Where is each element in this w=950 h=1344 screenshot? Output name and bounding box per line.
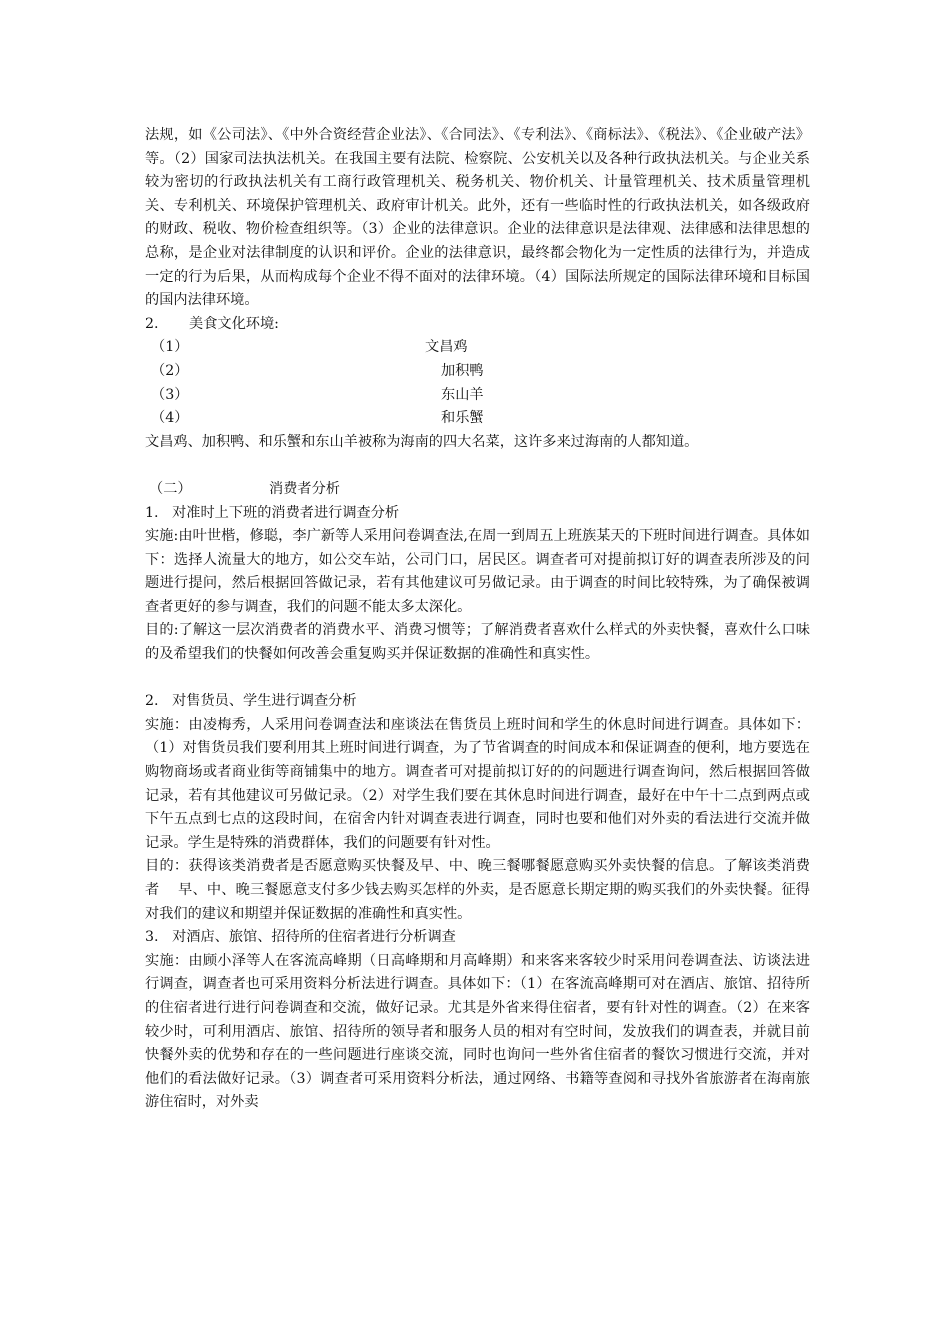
dish-index: （4） <box>151 410 189 427</box>
section-number: 2. <box>145 315 159 332</box>
blank-line <box>145 454 810 478</box>
subsection-implementation-2: 实施：由凌梅秀，人采用问卷调查法和座谈法在售货员上班时间和学生的休息时间进行调查。具体如下：（1）对售货员我们要利用其上班时间进行调查，为了节省调查的时间成本和保证调查的便利，地方要选在购物商场或者商业街等商铺集中的地方。调查者可对提前拟订好的的问题进行调查询问，然后根据回答做记录，若有其他建议可另做记录。（2）对学生我们要在其休息时间进行调查，最好在中午十二点到两点或下午五点到七点的这段时间，在宿舍内针对调查表进行调查，同时也要和他们对外卖的看法进行交流并做记录。学生是特殊的消费群体，我们的问题要有针对性。 <box>145 716 810 851</box>
dish-item <box>145 407 810 431</box>
dish-item <box>145 384 810 408</box>
blank-line <box>145 667 810 691</box>
consumer-analysis-heading <box>145 478 810 502</box>
subsection-heading-3: 3. 对酒店、旅馆、招待所的住宿者进行分析调查 <box>145 929 456 946</box>
section-heading: 美食文化环境: <box>189 315 279 332</box>
dish-item <box>145 336 810 360</box>
subsection-implementation-1: 实施:由叶世楷，修聪，李广新等人采用问卷调查法,在周一到周五上班族某天的下班时间进行调查。具体如下：选择人流量大的地方，如公交车站，公司门口，居民区。调查者可对提前拟订好的调查表所涉及的问题进行提问，然后根据回答做记录，若有其他建议可另做记录。由于调查的时间比较特殊，为了确保被调查者更好的参与调查，我们的问题不能太多太深化。 <box>145 528 810 615</box>
section-title: 消费者分析 <box>269 480 340 497</box>
document-page <box>145 124 810 1115</box>
legal-environment-paragraph: 法规，如《公司法》、《中外合资经营企业法》、《合同法》、《专利法》、《商标法》、《税法》、《企业破产法》等。（2）国家司法执法机关。在我国主要有法院、检察院、公安机关以及各种行政执法机关。与企业关系较为密切的行政执法机关有工商行政管理机关、税务机关、物价机关、计量管理机关、技术质量管理机关、专利机关、环境保护管理机关、政府审计机关。此外，还有一些临时性的行政执法机关，如各级政府的财政、税收、物价检查组织等。（3）企业的法律意识。企业的法律意识是法律观、法律感和法律思想的总称，是企业对法律制度的认识和评价。企业的法律意识，最终都会物化为一定性质的法律行为，并造成一定的行为后果，从而构成每个企业不得不面对的法律环境。（4）国际法所规定的国际法律环境和目标国的国内法律环境。 <box>145 127 810 309</box>
food-culture-heading <box>145 313 810 337</box>
dish-index: （2） <box>151 362 189 379</box>
dish-name: 加积鸭 <box>441 362 484 379</box>
dish-name: 和乐蟹 <box>441 410 484 427</box>
dish-name: 文昌鸡 <box>425 339 468 356</box>
subsection-goal-2: 目的：获得该类消费者是否愿意购买快餐及早、中、晚三餐哪餐愿意购买外卖快餐的信息。了解该类消费者 早、中、晚三餐愿意支付多少钱去购买怎样的外卖，是否愿意长期定期的购买我们的外卖快餐。征得对我们的建议和期望并保证数据的准确性和真实性。 <box>145 858 810 922</box>
dish-name: 东山羊 <box>441 386 484 403</box>
food-summary: 文昌鸡、加积鸭、和乐蟹和东山羊被称为海南的四大名菜，这许多来过海南的人都知道。 <box>145 433 699 450</box>
subsection-heading-2: 2. 对售货员、学生进行调查分析 <box>145 693 357 710</box>
subsection-heading-1: 1. 对准时上下班的消费者进行调查分析 <box>145 504 400 521</box>
dish-index: （3） <box>151 386 189 403</box>
section-label: （二） <box>149 480 192 497</box>
dish-item <box>145 360 810 384</box>
dish-index: （1） <box>151 339 189 356</box>
subsection-goal-1: 目的:了解这一层次消费者的消费水平、消费习惯等；了解消费者喜欢什么样式的外卖快餐，喜欢什么口味的及希望我们的快餐如何改善会重复购买并保证数据的准确性和真实性。 <box>145 622 810 663</box>
subsection-implementation-3: 实施：由顾小泽等人在客流高峰期（日高峰期和月高峰期）和来客来客较少时采用问卷调查法、访谈法进行调查，调查者也可采用资料分析法进行调查。具体如下：（1）在客流高峰期可对在酒店、旅馆、招待所的住宿者进行进行问卷调查和交流，做好记录。尤其是外省来得住宿者，要有针对性的调查。（2）在来客较少时，可利用酒店、旅馆、招待所的领导者和服务人员的相对有空时间，发放我们的调查表，并就目前快餐外卖的优势和存在的一些问题进行座谈交流，同时也询问一些外省住宿者的餐饮习惯进行交流，并对他们的看法做好记录。（3）调查者可采用资料分析法，通过网络、书籍等查阅和寻找外省旅游者在海南旅游住宿时，对外卖 <box>145 952 810 1111</box>
